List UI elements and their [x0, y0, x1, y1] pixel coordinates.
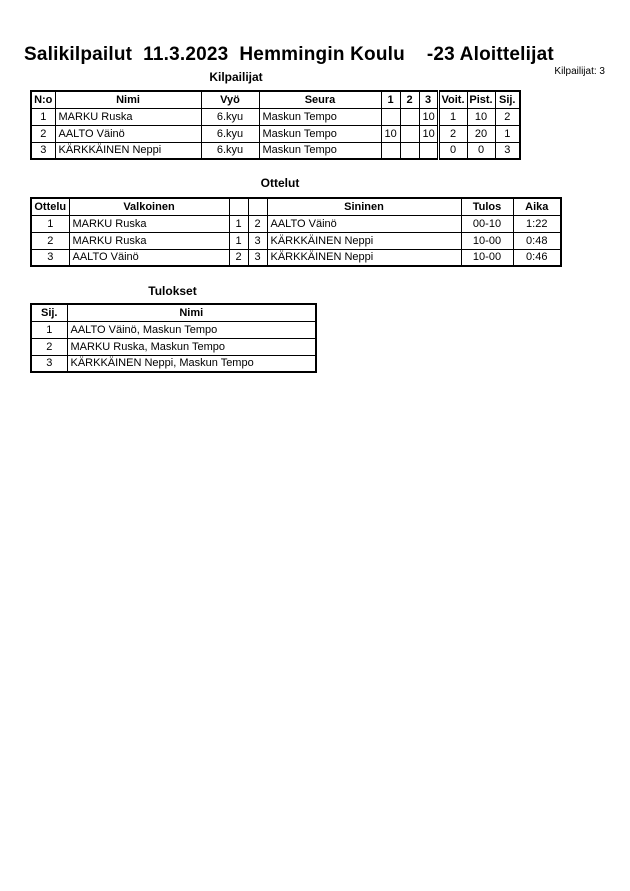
- table-cell: [400, 108, 419, 125]
- table-cell: 3: [495, 142, 520, 159]
- table-cell: KÄRKKÄINEN Neppi, Maskun Tempo: [67, 355, 316, 372]
- table-cell: MARKU Ruska: [69, 232, 229, 249]
- table-row: [31, 338, 316, 355]
- column-header: Aika: [513, 198, 561, 215]
- table-cell: 1: [31, 215, 69, 232]
- table-cell: Maskun Tempo: [259, 142, 381, 159]
- competitors-table-body: [31, 108, 520, 159]
- results-table-body: [31, 321, 316, 372]
- table-cell: KÄRKKÄINEN Neppi: [267, 232, 461, 249]
- table-cell: 1: [229, 215, 248, 232]
- table-cell: AALTO Väinö: [55, 125, 201, 142]
- table-row: [31, 321, 316, 338]
- column-header: Pist.: [467, 91, 495, 108]
- column-header: Ottelu: [31, 198, 69, 215]
- table-cell: [400, 125, 419, 142]
- table-cell: MARKU Ruska: [55, 108, 201, 125]
- table-cell: Maskun Tempo: [259, 108, 381, 125]
- table-cell: KÄRKKÄINEN Neppi: [267, 249, 461, 266]
- table-cell: 3: [31, 355, 67, 372]
- table-cell: [419, 142, 438, 159]
- results-table-title: Tulokset: [148, 284, 197, 298]
- table-cell: [400, 142, 419, 159]
- table-cell: [381, 108, 400, 125]
- table-cell: MARKU Ruska, Maskun Tempo: [67, 338, 316, 355]
- column-header: Nimi: [55, 91, 201, 108]
- table-row: [31, 249, 561, 266]
- table-row: [31, 125, 520, 142]
- competitors-table-title: Kilpailijat: [209, 70, 263, 84]
- matches-table: [30, 197, 562, 267]
- table-cell: 1: [31, 108, 55, 125]
- column-header: Vyö: [201, 91, 259, 108]
- table-cell: 2: [438, 125, 467, 142]
- table-row: [31, 142, 520, 159]
- table-row: [31, 355, 316, 372]
- column-header: Sininen: [267, 198, 461, 215]
- table-cell: 6.kyu: [201, 108, 259, 125]
- matches-table-body: [31, 215, 561, 266]
- table-cell: AALTO Väinö, Maskun Tempo: [67, 321, 316, 338]
- column-header: 1: [381, 91, 400, 108]
- competitors-count: Kilpailijat: 3: [554, 66, 605, 77]
- table-cell: 2: [31, 232, 69, 249]
- page-title: Salikilpailut 11.3.2023 Hemmingin Koulu -23 Aloittelijat: [24, 44, 554, 65]
- table-cell: 0:46: [513, 249, 561, 266]
- table-cell: 10: [419, 108, 438, 125]
- table-cell: 00-10: [461, 215, 513, 232]
- table-cell: 10: [467, 108, 495, 125]
- table-cell: 2: [495, 108, 520, 125]
- table-cell: 2: [229, 249, 248, 266]
- table-cell: 0:48: [513, 232, 561, 249]
- matches-table-title: Ottelut: [260, 176, 300, 190]
- column-header: Sij.: [31, 304, 67, 321]
- table-cell: Maskun Tempo: [259, 125, 381, 142]
- table-cell: 10-00: [461, 249, 513, 266]
- table-cell: 3: [248, 232, 267, 249]
- column-header: N:o: [31, 91, 55, 108]
- table-cell: MARKU Ruska: [69, 215, 229, 232]
- results-table: [30, 303, 317, 373]
- table-cell: 1: [31, 321, 67, 338]
- column-header: 2: [400, 91, 419, 108]
- table-cell: 10-00: [461, 232, 513, 249]
- table-row: [31, 215, 561, 232]
- table-cell: AALTO Väinö: [267, 215, 461, 232]
- table-cell: 10: [381, 125, 400, 142]
- column-header: Nimi: [67, 304, 316, 321]
- column-header: 3: [419, 91, 438, 108]
- table-cell: 0: [467, 142, 495, 159]
- column-header: [248, 198, 267, 215]
- column-header: Sij.: [495, 91, 520, 108]
- header-row: [31, 91, 520, 108]
- table-cell: [381, 142, 400, 159]
- table-cell: 3: [248, 249, 267, 266]
- column-header: [229, 198, 248, 215]
- table-cell: 1:22: [513, 215, 561, 232]
- table-cell: 10: [419, 125, 438, 142]
- column-header: Voit.: [438, 91, 467, 108]
- column-header: Tulos: [461, 198, 513, 215]
- table-cell: 1: [495, 125, 520, 142]
- table-cell: AALTO Väinö: [69, 249, 229, 266]
- table-cell: 20: [467, 125, 495, 142]
- table-cell: 2: [31, 125, 55, 142]
- table-cell: 1: [229, 232, 248, 249]
- table-cell: 3: [31, 249, 69, 266]
- table-cell: 6.kyu: [201, 142, 259, 159]
- table-cell: 1: [438, 108, 467, 125]
- competitors-table: [30, 90, 521, 160]
- column-header: Seura: [259, 91, 381, 108]
- table-cell: 3: [31, 142, 55, 159]
- table-cell: 0: [438, 142, 467, 159]
- header-row: [31, 198, 561, 215]
- table-cell: 6.kyu: [201, 125, 259, 142]
- table-cell: 2: [31, 338, 67, 355]
- header-row: [31, 304, 316, 321]
- table-cell: 2: [248, 215, 267, 232]
- column-header: Valkoinen: [69, 198, 229, 215]
- table-row: [31, 232, 561, 249]
- table-row: [31, 108, 520, 125]
- table-cell: KÄRKKÄINEN Neppi: [55, 142, 201, 159]
